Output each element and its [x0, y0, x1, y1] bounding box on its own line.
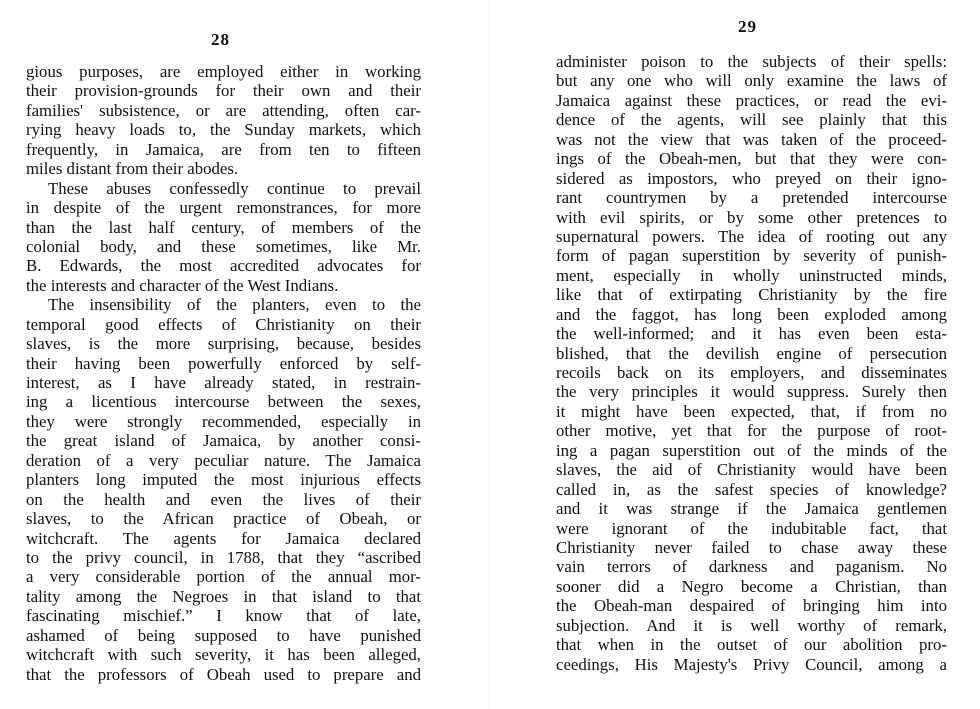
text-line: witchcraft. The agents for Jamaica declared	[26, 528, 421, 548]
text-line: that when in the outset of our abolition pro-	[556, 635, 947, 655]
text-line: slaves, to the African practice of Obeah, or	[26, 509, 421, 529]
right-page	[490, 0, 980, 709]
text-line: dence of the agents, will see plainly that this	[556, 110, 947, 130]
text-line: miles distant from their abodes.	[26, 159, 239, 179]
text-line: sooner did a Negro become a Christian, than	[556, 576, 947, 596]
page-number: 28	[211, 30, 230, 49]
text-line: it might have been expected, that, if from no	[556, 401, 947, 421]
text-line: rying heavy loads to, the Sunday markets, which	[26, 120, 421, 140]
text-line: The insensibility of the planters, even to the	[48, 295, 421, 315]
text-line: the Obeah-man despaired of bringing him into	[556, 596, 947, 616]
text-line: the well-informed; and it has even been esta-	[556, 324, 947, 344]
text-line: the very principles it would suppress. Surely then	[556, 382, 947, 402]
text-line: Christianity never failed to chase away these	[556, 537, 947, 557]
text-line: the great island of Jamaica, by another consi-	[26, 431, 421, 451]
text-line: gious purposes, are employed either in working	[26, 62, 421, 81]
text-line: Jamaica against these practices, or read the evi-	[556, 90, 947, 110]
text-line: than the last half century, of members of the	[26, 217, 421, 237]
text-line: like that of extirpating Christianity by the fire	[556, 285, 947, 305]
text-line: sidered as impostors, who preyed on their igno-	[556, 168, 947, 188]
text-line: supernatural powers. The idea of rooting out any	[556, 226, 947, 246]
text-line: subjection. And it is well worthy of remark,	[556, 615, 947, 635]
text-line: their having been powerfully enforced by self-	[26, 353, 421, 373]
text-line: ings of the Obeah-men, but that they were con-	[556, 149, 947, 169]
text-line: the interests and character of the West Indians.	[26, 275, 339, 295]
text-line: witchcraft with such severity, it has been alleged,	[26, 645, 421, 665]
text-line: in despite of the urgent remonstrances, for more	[26, 198, 421, 218]
page-text	[26, 62, 421, 684]
text-line: slaves, the aid of Christianity would have been	[556, 460, 947, 480]
text-line: fascinating mischief.” I know that of late,	[26, 606, 421, 626]
page-number: 29	[738, 17, 757, 36]
text-line: administer poison to the subjects of their spells:	[556, 52, 947, 71]
text-line: form of pagan superstition by severity of punish-	[556, 246, 947, 266]
text-line: a very considerable portion of the annual mor-	[26, 567, 421, 587]
text-line: rant countrymen by a pretended intercourse	[556, 188, 947, 208]
text-line: blished, that the devilish engine of persecution	[556, 343, 947, 363]
text-line: recoils back on its employers, and disseminates	[556, 363, 947, 382]
text-line: interest, as I have already stated, in restrain-	[26, 373, 421, 392]
text-line: their provision-grounds for their own and their	[26, 81, 421, 101]
text-line: deration of a very peculiar nature. The Jamaica	[26, 450, 421, 470]
text-line: were ignorant of the indubitable fact, that	[556, 518, 947, 538]
text-line: to the privy council, in 1788, that they “ascribed	[26, 547, 421, 567]
text-line: other motive, yet that for the purpose of root-	[556, 421, 947, 441]
page-text	[556, 52, 947, 674]
text-line: ing a licentious intercourse between the sexes,	[26, 392, 421, 412]
text-line: called in, as the safest species of knowledge?	[556, 479, 947, 499]
text-line: and it was strange if the Jamaica gentlemen	[556, 499, 947, 519]
text-line: ceedings, His Majesty's Privy Council, among a	[556, 654, 947, 674]
text-line: planters long imputed the most injurious effects	[26, 470, 421, 490]
text-line: ing a pagan superstition out of the minds of the	[556, 440, 947, 460]
text-line: B. Edwards, the most accredited advocates for	[26, 256, 421, 276]
text-line: ment, especially in wholly uninstructed minds,	[556, 265, 947, 285]
text-line: with evil spirits, or by some other pretences to	[556, 207, 947, 227]
text-line: they were strongly recommended, especially in	[26, 411, 421, 431]
text-line: temporal good effects of Christianity on their	[26, 314, 421, 334]
text-line: slaves, is the more surprising, because, besides	[26, 334, 421, 354]
text-line: families' subsistence, or are attending, often car-	[26, 100, 421, 120]
text-line: but any one who will only examine the laws of	[556, 71, 947, 91]
text-line: colonial body, and these sometimes, like Mr.	[26, 236, 421, 256]
text-line: tality among the Negroes in that island to that	[26, 586, 421, 606]
text-line: that the professors of Obeah used to prepare and	[26, 664, 421, 684]
text-line: on the health and even the lives of their	[26, 489, 421, 509]
text-line: frequently, in Jamaica, are from ten to fifteen	[26, 139, 421, 159]
text-line: These abuses confessedly continue to prevail	[48, 178, 421, 198]
text-line: and the faggot, has long been exploded among	[556, 304, 947, 324]
text-line: was not the view that was taken of the proceed-	[556, 129, 947, 149]
text-line: vain terrors of darkness and paganism. No	[556, 557, 947, 577]
text-line: ashamed of being supposed to have punished	[26, 625, 421, 645]
